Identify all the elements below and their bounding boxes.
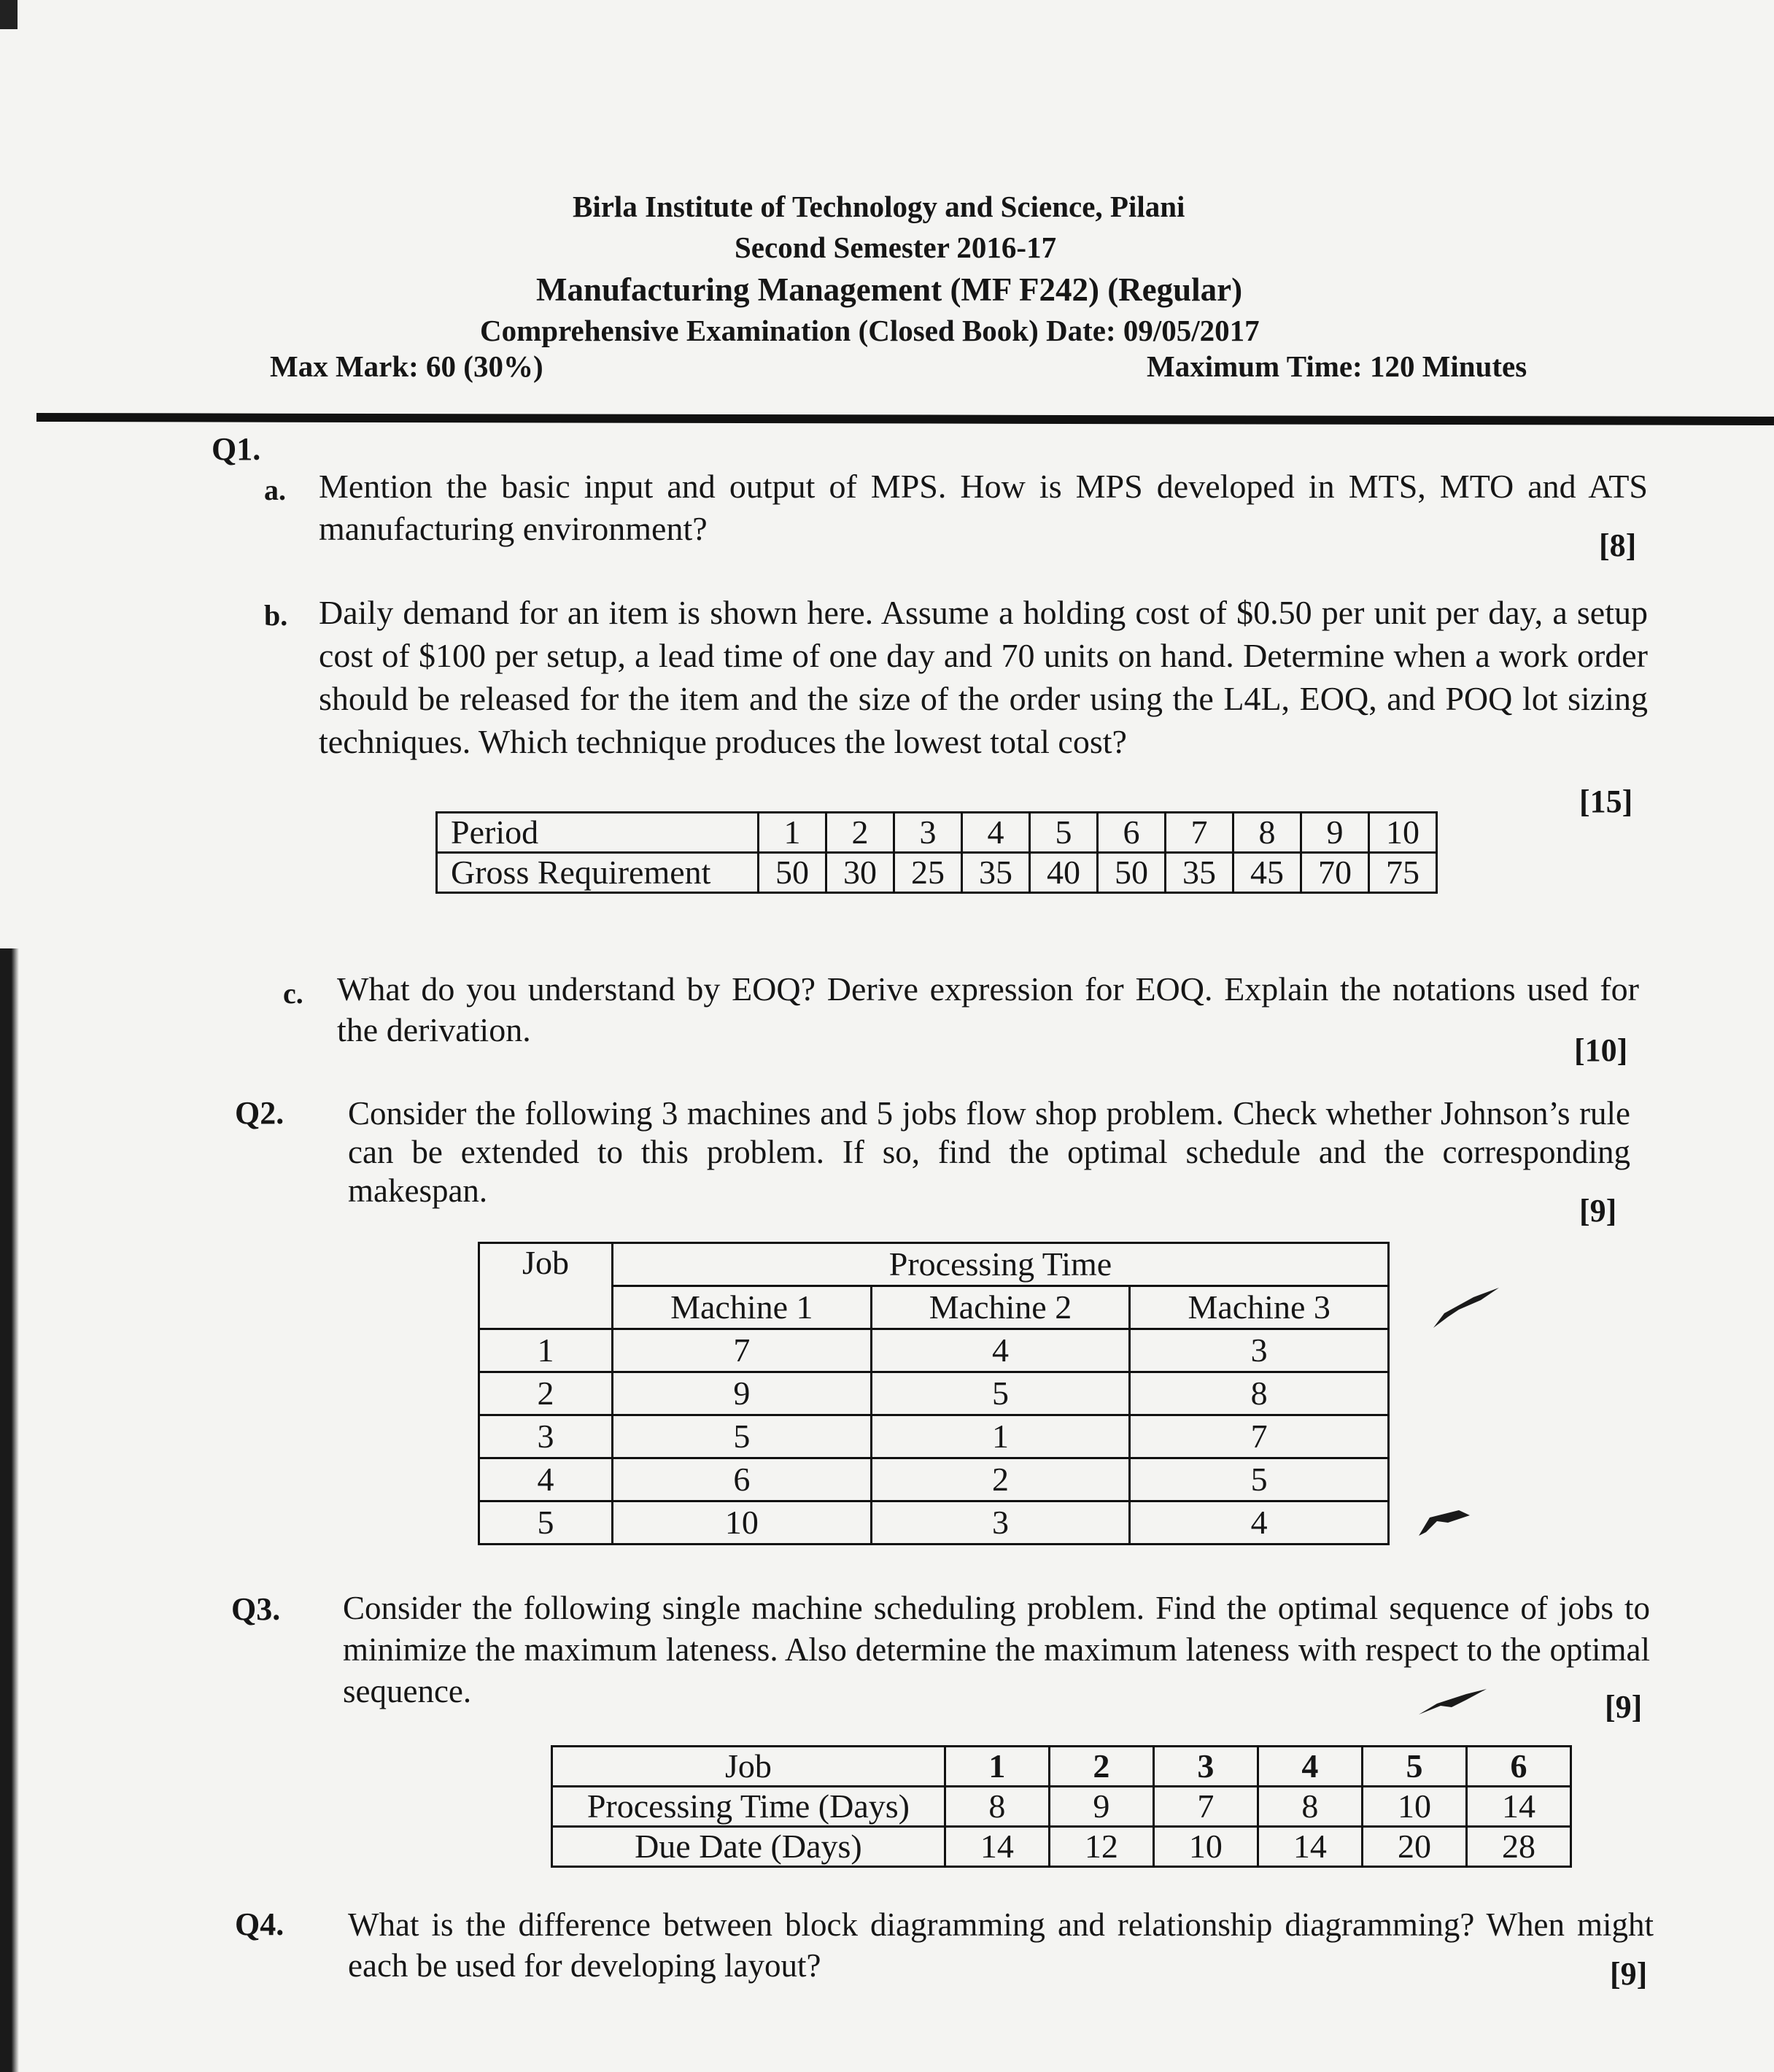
processing-cell: 8	[945, 1787, 1049, 1827]
period-row	[437, 813, 1437, 853]
q2-marks: [9]	[1579, 1193, 1617, 1229]
requirement-cell: 35	[962, 853, 1030, 893]
q4-text: What is the difference between block diagramming and relationship diagramming? When might each be used for developing layout?	[348, 1906, 1654, 1984]
processing-label: Processing Time (Days)	[552, 1787, 945, 1827]
processing-cell: 8	[1258, 1787, 1362, 1827]
period-cell: 7	[1166, 813, 1233, 853]
institute-name: Birla Institute of Technology and Science, Pilani	[573, 190, 1185, 223]
period-cell: 6	[1098, 813, 1166, 853]
due-date-cell: 20	[1362, 1827, 1466, 1867]
processing-cell: 9	[1049, 1787, 1153, 1827]
requirement-cell: 35	[1166, 853, 1233, 893]
q1b-text: Daily demand for an item is shown here. Assume a holding cost of $0.50 per unit per day, a setup cost of $100 per setup, a lead time of one day and 70 units on hand. Determine when a work order should be released for the item and the size of the order using the L4L, EOQ, and POQ lot sizing techniques. Which technique produces the lowest total cost?	[319, 594, 1648, 760]
requirement-cell: 70	[1301, 853, 1369, 893]
machine-1-cell: 10	[613, 1501, 872, 1545]
machine-3-cell: 7	[1130, 1415, 1389, 1458]
due-date-row	[552, 1827, 1571, 1867]
q2-text: Consider the following 3 machines and 5 jobs flow shop problem. Check whether Johnson’s rule can be extended to this problem. If so, find the optimal schedule and the corresponding makespan.	[348, 1095, 1630, 1209]
period-cell: 5	[1030, 813, 1098, 853]
q1b-marks: [15]	[1579, 784, 1633, 819]
requirement-cell: 40	[1030, 853, 1098, 893]
q2-header-row-2	[479, 1286, 1389, 1329]
processing-time-header: Processing Time	[613, 1243, 1389, 1286]
requirement-cell: 30	[826, 853, 894, 893]
table-row	[479, 1329, 1389, 1372]
machine-2-cell: 3	[871, 1501, 1130, 1545]
q2-label: Q2.	[235, 1095, 284, 1131]
q4-label: Q4.	[235, 1906, 284, 1942]
requirement-cell: 50	[1098, 853, 1166, 893]
header-divider	[36, 413, 1774, 425]
due-date-cell: 10	[1153, 1827, 1258, 1867]
period-cell: 4	[962, 813, 1030, 853]
job-label: Job	[552, 1747, 945, 1787]
machine-1-cell: 6	[613, 1458, 872, 1501]
q1b-label: b.	[264, 599, 288, 632]
period-cell: 9	[1301, 813, 1369, 853]
machine-2-cell: 4	[871, 1329, 1130, 1372]
requirement-cell: 75	[1369, 853, 1437, 893]
requirement-cell: 25	[894, 853, 962, 893]
job-cell: 1	[945, 1747, 1049, 1787]
ink-scribble-icon	[1430, 1284, 1503, 1335]
job-cell: 3	[479, 1415, 613, 1458]
due-date-cell: 14	[945, 1827, 1049, 1867]
q3-scheduling-table	[551, 1745, 1572, 1868]
machine-1-cell: 7	[613, 1329, 872, 1372]
job-cell: 3	[1153, 1747, 1258, 1787]
q1a-text: Mention the basic input and output of MPS. How is MPS developed in MTS, MTO and ATS manufacturing environment?	[319, 468, 1648, 547]
ink-scribble-icon	[1415, 1685, 1488, 1722]
job-cell: 2	[479, 1372, 613, 1415]
processing-cell: 14	[1466, 1787, 1570, 1827]
q3-text: Consider the following single machine scheduling problem. Find the optimal sequence of jobs to minimize the maximum lateness. Also determine the maximum lateness with respect to the optimal sequence.	[343, 1590, 1650, 1709]
period-cell: 1	[759, 813, 826, 853]
job-cell: 4	[479, 1458, 613, 1501]
table-row	[479, 1458, 1389, 1501]
q1a-marks: [8]	[1599, 527, 1637, 563]
q4-marks: [9]	[1610, 1956, 1648, 1992]
job-cell: 5	[479, 1501, 613, 1545]
machine-2-cell: 2	[871, 1458, 1130, 1501]
ink-scribble-icon	[1415, 1499, 1473, 1543]
machine-3-cell: 5	[1130, 1458, 1389, 1501]
page-edge-shadow-top	[0, 0, 18, 29]
period-header: Period	[437, 813, 759, 853]
job-cell: 4	[1258, 1747, 1362, 1787]
q2-flowshop-table	[478, 1242, 1390, 1545]
course-title: Manufacturing Management (MF F242) (Regular)	[536, 271, 1243, 308]
max-mark: Max Mark: 60 (30%)	[270, 349, 543, 383]
q1b-demand-table	[435, 811, 1438, 894]
q1c-marks: [10]	[1574, 1032, 1628, 1068]
due-date-cell: 14	[1258, 1827, 1362, 1867]
machine-3-cell: 8	[1130, 1372, 1389, 1415]
table-row	[479, 1372, 1389, 1415]
q1-label: Q1.	[212, 431, 261, 467]
due-date-cell: 12	[1049, 1827, 1153, 1867]
machine-1-cell: 9	[613, 1372, 872, 1415]
period-cell: 10	[1369, 813, 1437, 853]
machine-3-cell: 3	[1130, 1329, 1389, 1372]
page-edge-shadow-left	[0, 948, 19, 2072]
job-cell: 2	[1049, 1747, 1153, 1787]
job-cell: 5	[1362, 1747, 1466, 1787]
requirement-cell: 45	[1233, 853, 1301, 893]
period-cell: 8	[1233, 813, 1301, 853]
machine-2-cell: 1	[871, 1415, 1130, 1458]
processing-row	[552, 1787, 1571, 1827]
machine-3-cell: 4	[1130, 1501, 1389, 1545]
q1a-label: a.	[264, 473, 286, 506]
q2-header-row-1	[479, 1243, 1389, 1286]
machine-2-header: Machine 2	[871, 1286, 1130, 1329]
requirement-row	[437, 853, 1437, 893]
q1c-text: What do you understand by EOQ? Derive expression for EOQ. Explain the notations used for the derivation.	[337, 970, 1639, 1048]
processing-cell: 10	[1362, 1787, 1466, 1827]
job-cell: 6	[1466, 1747, 1570, 1787]
max-time: Maximum Time: 120 Minutes	[1147, 349, 1527, 383]
job-cell: 1	[479, 1329, 613, 1372]
period-cell: 3	[894, 813, 962, 853]
machine-1-header: Machine 1	[613, 1286, 872, 1329]
q3-marks: [9]	[1605, 1689, 1643, 1725]
requirement-header: Gross Requirement	[437, 853, 759, 893]
machine-2-cell: 5	[871, 1372, 1130, 1415]
q3-label: Q3.	[231, 1591, 281, 1627]
table-row	[479, 1415, 1389, 1458]
machine-3-header: Machine 3	[1130, 1286, 1389, 1329]
job-header: Job	[479, 1243, 613, 1329]
processing-cell: 7	[1153, 1787, 1258, 1827]
requirement-cell: 50	[759, 853, 826, 893]
due-date-cell: 28	[1466, 1827, 1570, 1867]
table-row	[479, 1501, 1389, 1545]
due-date-label: Due Date (Days)	[552, 1827, 945, 1867]
q1c-label: c.	[283, 977, 303, 1010]
exam-title: Comprehensive Examination (Closed Book) Date: 09/05/2017	[480, 314, 1260, 347]
machine-1-cell: 5	[613, 1415, 872, 1458]
semester: Second Semester 2016-17	[735, 231, 1057, 264]
job-row	[552, 1747, 1571, 1787]
period-cell: 2	[826, 813, 894, 853]
